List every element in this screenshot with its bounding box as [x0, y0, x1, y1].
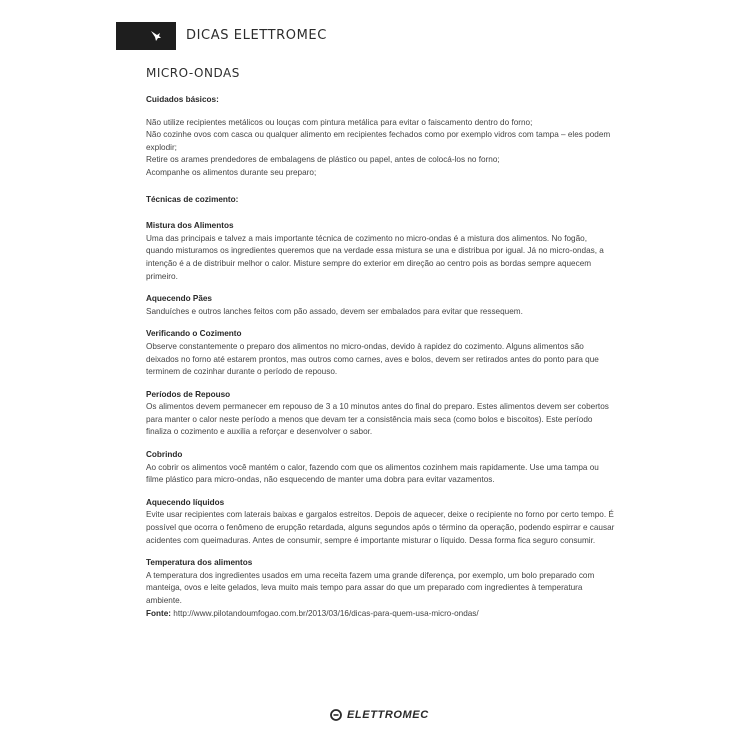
footer-logo [330, 709, 429, 721]
document-body [146, 94, 616, 620]
section-title: Aquecendo líquidos [146, 497, 225, 507]
brand-logo-icon [330, 709, 342, 721]
footer-brand: ELETTROMEC [347, 709, 429, 721]
section-body: Evite usar recipientes com laterais baixas e gargalos estreitos. Depois de aquecer, deixe o recipiente no forno por certo tempo. É possível que ocorra o fenômeno de erupção retardada, alguns segundos após o término da operação, podendo espirrar e causar acidentes com queimaduras. Antes de consumir, sempre é importante misturar o líquido. Dessa forma fica seguro consumir. [146, 510, 615, 545]
section-title: Verificando o Cozimento [146, 329, 242, 339]
section-body: A temperatura dos ingredientes usados em uma receita fazem uma grande diferença, por exemplo, um bolo preparado com manteiga, ovos e leite gelados, leva muito mais tempo para assar do que um preparado com ingredientes à temperatura ambiente. [146, 570, 595, 605]
basics-item: Não cozinhe ovos com casca ou qualquer alimento em recipientes fechados como por exemplo vidros com tampa – eles podem explodir; [146, 130, 611, 152]
basics-item: Acompanhe os alimentos durante seu preparo; [146, 167, 317, 177]
section-body: Uma das principais e talvez a mais importante técnica de cozimento no micro-ondas é a mistura dos alimentos. No fogão, quando misturamos os ingredientes queremos que na verdade essa mistura se una e distribua por igual. Já no micro-ondas, a intenção é a de distribuir melhor o calor. Misture sempre do exterior em direção ao centro pois as bordas sempre aquecem primeiro. [146, 233, 604, 281]
section-body: Ao cobrir os alimentos você mantém o calor, fazendo com que os alimentos cozinhem mais rapidamente. Use uma tampa ou filme plástico para micro-ondas, não esquecendo de manter uma dobra para evitar vazamentos. [146, 462, 599, 485]
page-title: MICRO-ONDAS [146, 66, 240, 80]
basics-item: Retire os arames prendedores de embalagens de plástico ou papel, antes de colocá-los no forno; [146, 155, 500, 165]
basics-item: Não utilize recipientes metálicos ou louças com pintura metálica para evitar o faiscamento dentro do forno; [146, 117, 533, 127]
header-bar [116, 22, 327, 50]
source-line [146, 608, 616, 621]
section-body: Sanduíches e outros lanches feitos com pão assado, devem ser embalados para evitar que ressequem. [146, 306, 523, 316]
source-label: Fonte: [146, 608, 172, 618]
header-title: DICAS ELETTROMEC [186, 28, 327, 43]
source-link[interactable]: http://www.pilotandoumfogao.com.br/2013/03/16/dicas-para-quem-usa-micro-ondas/ [173, 608, 479, 618]
section-title: Cobrindo [146, 450, 183, 460]
techniques-heading: Técnicas de cozimento: [146, 194, 239, 204]
section-title: Períodos de Repouso [146, 389, 231, 399]
section-body: Observe constantemente o preparo dos alimentos no micro-ondas, devido à rapidez do cozimento. Alguns alimentos são deixados no forno até estarem prontos, mas outros como carnes, aves e bolos, devem ser retirados antes do ponto para que terminem de cozinhar durante o período de repouso. [146, 341, 599, 377]
pin-icon [148, 28, 164, 44]
section-title: Aquecendo Pães [146, 294, 212, 304]
header-dark-block [116, 22, 176, 50]
basics-heading: Cuidados básicos: [146, 95, 219, 104]
section-title: Temperatura dos alimentos [146, 558, 253, 568]
section-body: Os alimentos devem permanecer em repouso de 3 a 10 minutos antes do final do preparo. Estes alimentos devem ser cobertos para manter o calor neste período a menos que devam ter a consistência mais seca (como bolos e biscoitos). Este período finaliza o cozimento e auxilia a reforçar e desenvolver o sabor. [146, 402, 609, 437]
section-title: Mistura dos Alimentos [146, 221, 234, 231]
